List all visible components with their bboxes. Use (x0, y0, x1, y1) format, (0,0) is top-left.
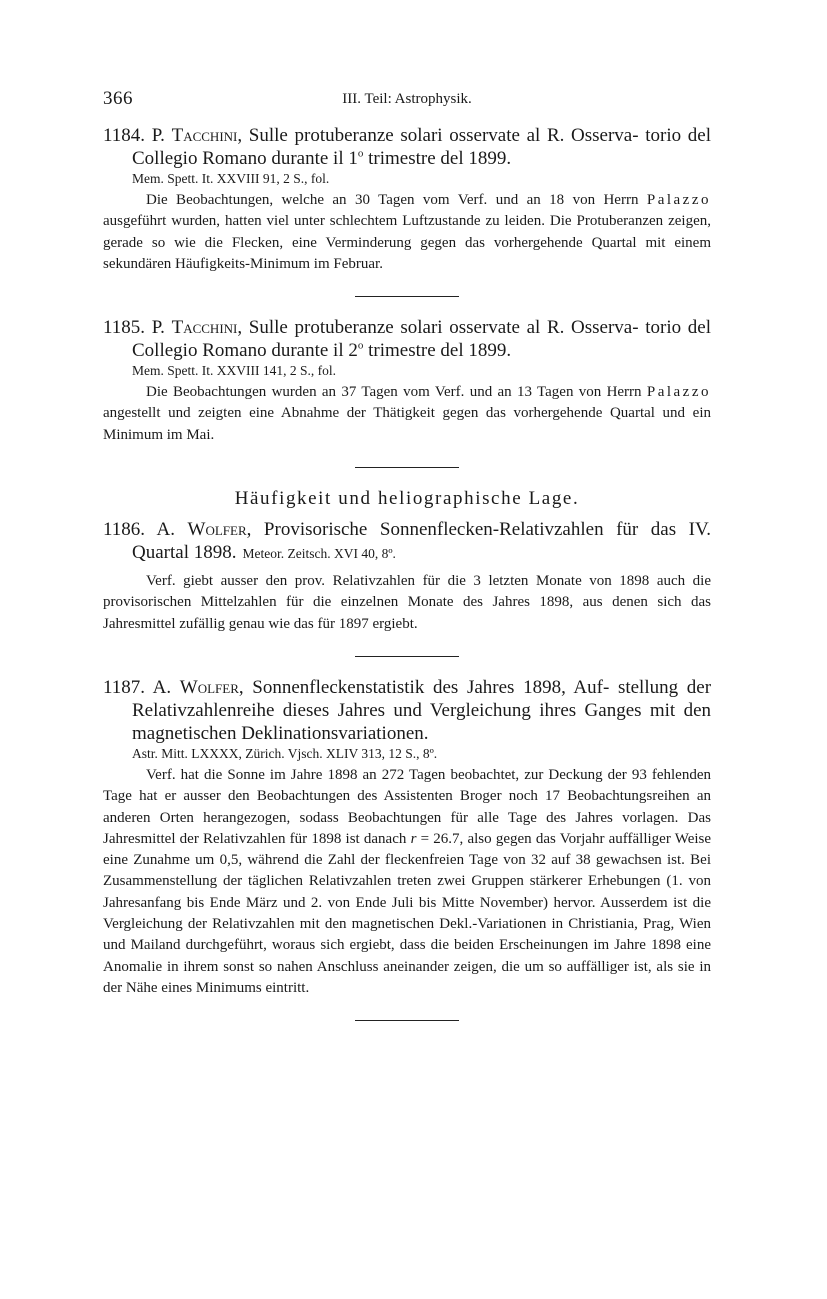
entry-1186 (103, 518, 711, 635)
entry-author: Tacchini, (171, 317, 243, 339)
page (103, 88, 711, 1040)
entry-title (103, 124, 711, 170)
entry-title-part: trimestre del 1899. (368, 148, 512, 169)
entry-title-part: stellung der Relativzahlenreihe dieses Jahres und Vergleichung (132, 676, 712, 721)
body-text: Die Beobachtungen wurden an 37 Tagen vom Verf. und an 13 Tagen von Herrn (146, 384, 642, 401)
entry-number: 1184. P. (103, 125, 165, 146)
section-heading: Häufigkeit und heliographische Lage. (234, 488, 580, 510)
entry-body: Verf. giebt ausser den prov. Relativzahlen für die 3 letzten Monate von 1898 auch die provisorischen Mittelzahlen für die einzelnen Monate des Jahres 1898, aus denen sich das Jahresmittel zufällig genau wie das für 1897 ergiebt. (103, 573, 711, 632)
entry-title-part: Provisorische Sonnenflecken-Relativzahlen für das (263, 519, 677, 541)
entry-title-part: Sulle protuberanze solari osservate al R. Osserva- (248, 125, 639, 146)
separator-rule (355, 656, 459, 657)
entry-title-part: torio del Collegio Romano durante il 1 (132, 125, 712, 169)
entry-title-part: ihres Ganges mit den magnetischen Deklinationsvariationen. (132, 699, 712, 744)
body-text: Die Beobachtungen, welche an 30 Tagen vom Verf. und an 18 von Herrn (146, 192, 639, 208)
separator-rule (355, 1020, 459, 1021)
ordinal-superscript: o (357, 339, 364, 352)
entry-author: Tacchini, (171, 125, 243, 146)
entry-author: Wolfer, (187, 519, 252, 541)
entry-citation: Astr. Mitt. LXXXX, Zürich. Vjsch. XLIV 313, 12 S., 8º. (132, 745, 438, 761)
entry-1184 (103, 124, 711, 275)
entry-1187 (103, 676, 711, 999)
entry-number: 1187. A. (103, 676, 172, 698)
entry-title (103, 316, 711, 362)
entry-number: 1186. A. (103, 519, 175, 541)
entry-number: 1185. P. (103, 317, 165, 339)
entry-citation: Mem. Spett. It. XXVIII 91, 2 S., fol. (132, 171, 330, 186)
entry-title (103, 676, 711, 745)
body-text: also gegen das Vorjahr auffälliger Weise eine Zunahme um 0,5, während die Zahl der fleckenfreien Tage von 32 auf 38 gewachsen ist. Bei Zusammenstellung der täglichen Relativzahlen treten zwei Gruppen stärkerer Erhebungen (1. von Jahresanfang bis Ende März und 2. von Ende Juli bis Mitte November) hervor. Ausserdem ist die Vergleichung der Relativzahlen mit den magnetischen Dekl.-Variationen in Christiania, Prag, Wien und Mailand durchgeführt, woraus sich ergiebt, dass die beiden Erscheinungen im Jahre 1898 eine Anomalie in ihrem sonst so nahen Anschluss aneinander zeigen, die um so auffälliger ist, als sie in der Nähe eines Minimums eintritt. (103, 830, 712, 996)
page-number: 366 (103, 88, 133, 109)
body-text: Verf. hat die Sonne im Jahre 1898 an 272 Tagen beobachtet, zur Deckung der 93 fehlenden Tage hat er ausser den Beobachtungen des Assistenten Broger noch 17 Beobachtungsreihen an anderen Orten herangezogen, sodass Beobachtungen für alle Tage des Jahres vorlagen. Das Jahresmittel der Relativzahlen für 1898 ist danach (103, 766, 711, 847)
entry-citation: Mem. Spett. It. XXVIII 141, 2 S., fol. (132, 363, 336, 379)
entry-body (103, 190, 711, 275)
entry-citation: Meteor. Zeitsch. XVI 40, 8º. (242, 546, 396, 562)
body-text: angestellt und zeigten eine Abnahme der Thätigkeit gegen das vorhergehende Quartal und ein Minimum im Mai. (103, 405, 711, 443)
entry-title-part: trimestre del 1899. (368, 340, 512, 362)
entry-body (103, 765, 711, 999)
spaced-name: Palazzo (646, 384, 711, 401)
entry-title (103, 518, 711, 565)
formula-variable: r (410, 830, 417, 847)
spaced-name: Palazzo (646, 192, 711, 208)
entry-title-part: Sulle protuberanze solari osservate al R. Osserva- (248, 317, 639, 339)
body-text: ausgeführt wurden, hatten viel unter schlechtem Luftzustande zu leiden. Die Protuberanzen zeigen, gerade so wie die Flecken, eine Verminderung gegen das vorhergehende Quartal mit einem sekundären Häufigkeits-Minimum im Februar. (103, 213, 711, 272)
separator-rule (355, 467, 459, 468)
entry-title-part: IV. Quartal 1898. (132, 519, 712, 564)
entry-1185 (103, 316, 711, 446)
entry-title-part: torio del Collegio Romano durante il 2 (132, 317, 712, 362)
formula-value: = 26.7, (416, 830, 464, 847)
ordinal-superscript: o (357, 147, 364, 160)
entry-title-part: Sonnenfleckenstatistik des Jahres 1898, Auf- (252, 676, 610, 698)
page-header (103, 88, 711, 114)
running-title: III. Teil: Astrophysik. (342, 91, 472, 107)
separator-rule (355, 296, 459, 297)
entry-author: Wolfer, (179, 676, 244, 698)
entry-body (103, 382, 711, 446)
